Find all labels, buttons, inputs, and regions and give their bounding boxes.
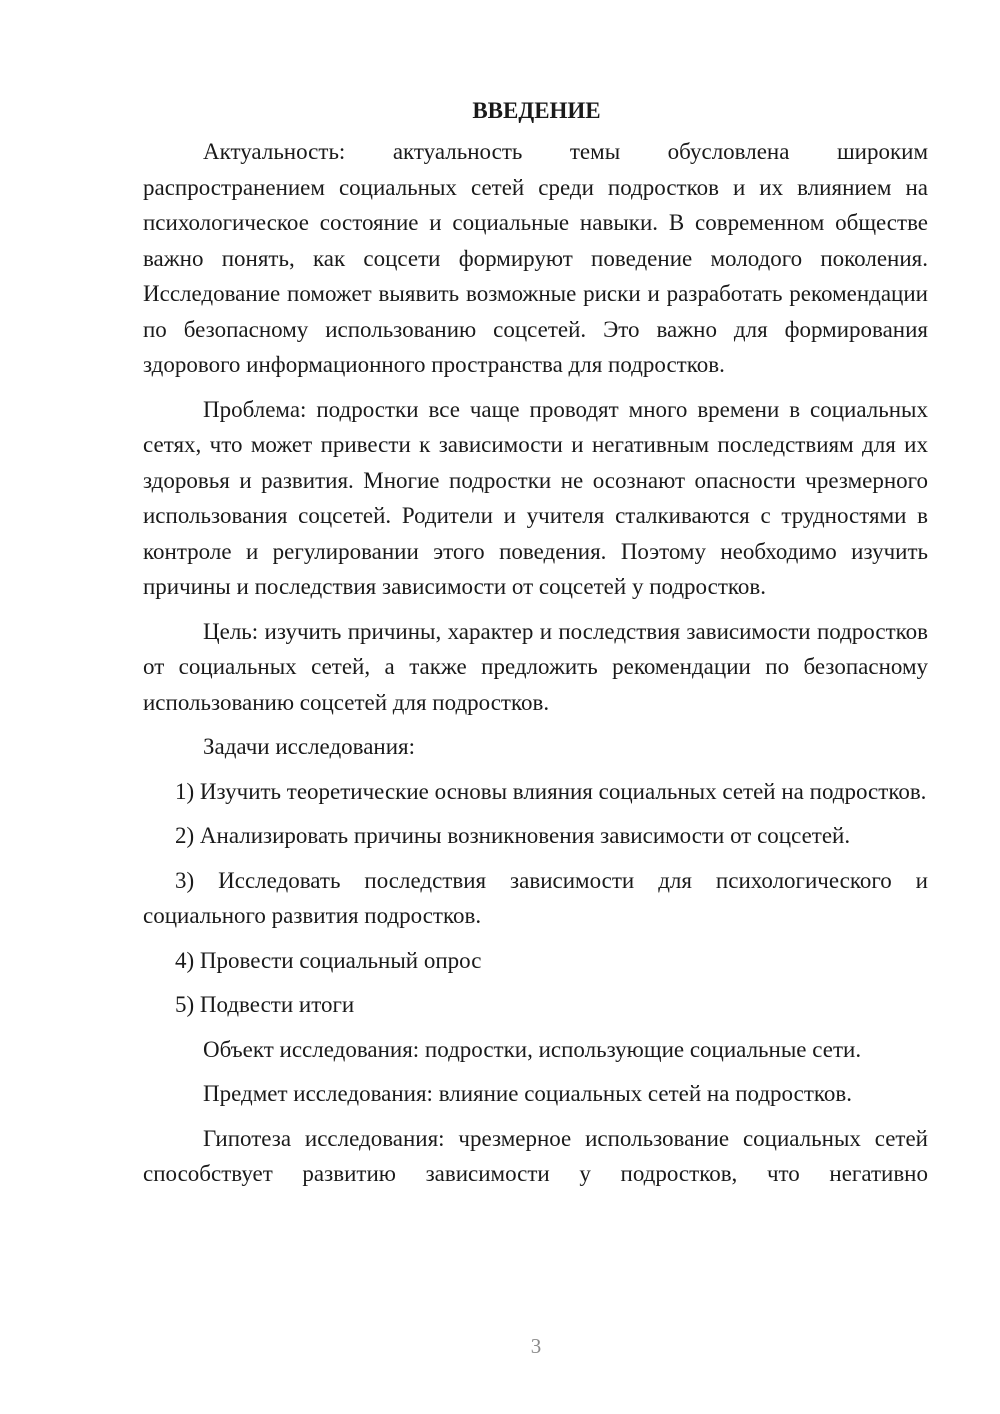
tasks-heading: Задачи исследования: bbox=[203, 734, 416, 759]
task-item-1: 1) Изучить теоретические основы влияния социальных сетей на подростков. bbox=[175, 778, 927, 804]
relevance-paragraph: Актуальность: актуальность темы обусловлена широким распространением социальных сетей среди подростков и их влиянием на психологическое состояние и социальные навыки. В современном обществе важно понять, как соцсети формируют поведение молодого поколения. Исследование поможет выявить возможные риски и разработать рекомендации по безопасному использованию соцсетей. Это важно для формирования здорового информационного пространства для подростков. bbox=[143, 139, 928, 377]
task-item-4: 4) Провести социальный опрос bbox=[175, 947, 482, 973]
page-content bbox=[143, 93, 928, 1201]
hypothesis-paragraph: Гипотеза исследования: чрезмерное использование социальных сетей способствует развитию зависимости у подростков, что негативно bbox=[143, 1125, 928, 1186]
section-title: ВВЕДЕНИЕ bbox=[472, 98, 601, 123]
page-number: 3 bbox=[530, 1334, 542, 1358]
task-item-5: 5) Подвести итоги bbox=[175, 992, 355, 1017]
task-item-3: 3) Исследовать последствия зависимости для психологического и социального развития подростков. bbox=[143, 867, 928, 928]
task-item-2: 2) Анализировать причины возникновения зависимости от соцсетей. bbox=[175, 823, 851, 848]
goal-paragraph: Цель: изучить причины, характер и последствия зависимости подростков от социальных сетей, а также предложить рекомендации по безопасному использованию соцсетей для подростков. bbox=[143, 618, 928, 715]
object-paragraph: Объект исследования: подростки, использующие социальные сети. bbox=[203, 1036, 862, 1062]
subject-paragraph: Предмет исследования: влияние социальных сетей на подростков. bbox=[203, 1081, 852, 1106]
problem-paragraph: Проблема: подростки все чаще проводят много времени в социальных сетях, что может привести к зависимости и негативным последствиям для их здоровья и развития. Многие подростки не осознают опасности чрезмерного использования соцсетей. Родители и учителя сталкиваются с трудностями в контроле и регулировании этого поведения. Поэтому необходимо изучить причины и последствия зависимости от соцсетей у подростков. bbox=[143, 396, 928, 599]
